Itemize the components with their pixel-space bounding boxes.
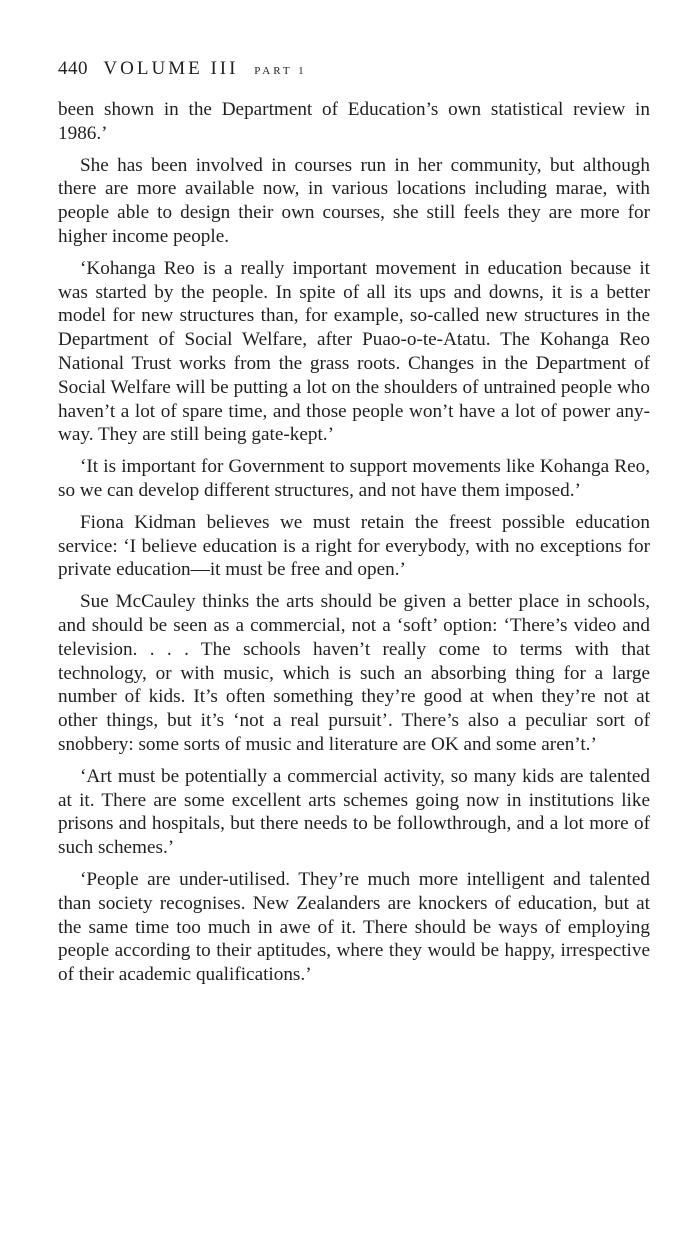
paragraph-continued: been shown in the Department of Education’s own statistical review in 1986.’ [58,99,650,144]
paragraph: ‘Kohanga Reo is a really important movement in education because it was started by the people. In spite of all its ups and downs, it is a better model for new structures than, for example, so-called new structures in the Department of Social Welfare, after Puao-o-te-Atatu. The Kohanga Reo National Trust works from the grass roots. Changes in the Department of Social Welfare will be putting a lot on the shoulders of untrained people who haven’t a lot of spare time, and those people won’t have a lot of power anyway. They are still being gate-kept.’ [58,257,650,446]
paragraph: ‘Art must be potentially a commercial activity, so many kids are talented at it. There are some excellent arts schemes going now in institutions like prisons and hospitals, but there needs to be followthrough, and a lot more of such schemes.’ [58,765,650,859]
paragraph: ‘People are under-utilised. They’re much more intelligent and talented than society recognises. New Zealanders are knockers of education, but at the same time too much in awe of it. There should be ways of employing people according to their aptitudes, where they would be happy, irrespective of their academic qualifications.’ [58,868,650,986]
paragraph: ‘It is important for Government to support movements like Kohanga Reo, so we can develop different structures, and not have them imposed.’ [58,456,650,501]
part-label: PART 1 [254,65,307,77]
paragraph: Fiona Kidman believes we must retain the freest possible education service: ‘I believe education is a right for everybody, with no exceptions for private education—it must be free and open.’ [58,511,650,581]
body-text [58,98,650,987]
volume-label: VOLUME III [103,58,239,79]
paragraph: She has been involved in courses run in her community, but although there are more available now, in various locations including marae, with people able to design their own courses, she still feels they are more for higher income people. [58,154,650,247]
running-head [58,56,650,84]
book-page [58,56,650,995]
paragraph: Sue McCauley thinks the arts should be given a better place in schools, and should be seen as a commercial, not a ‘soft’ option: ‘There’s video and television. . . . The schools haven’t really come to terms with that technology, or with music, which is such an absorbing thing for a large number of kids. It’s often something they’re good at when they’re not at other things, but it’s ‘not a real pursuit’. There’s also a peculiar sort of snobbery: some sorts of music and literature are OK and some aren’t.’ [58,591,650,755]
page-number: 440 [58,58,88,79]
